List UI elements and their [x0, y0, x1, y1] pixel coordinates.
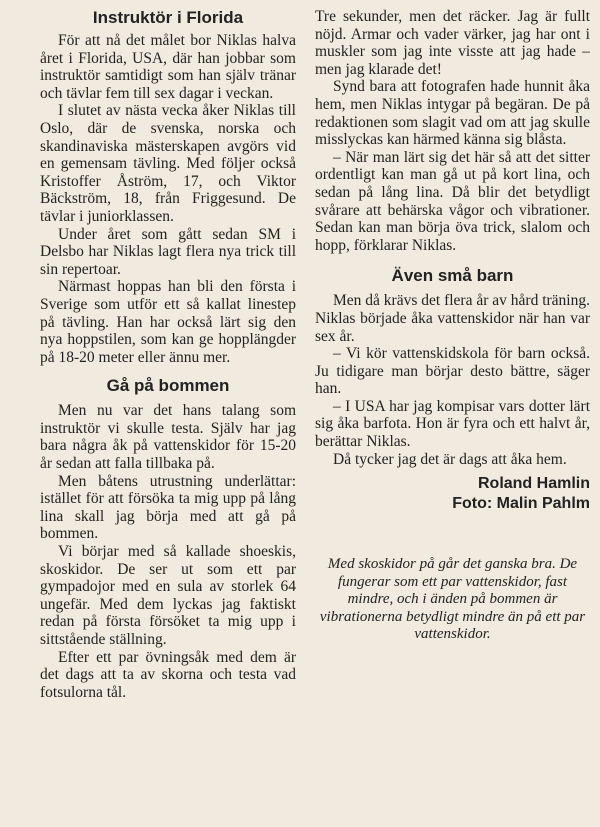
- paragraph: – Vi kör vattenskidskola för barn också. Ju tidigare man börjar desto bättre, säger han.: [315, 345, 590, 398]
- paragraph: – I USA har jag kompisar vars dotter lärt sig åka barfota. Hon är fyra och ett halvt år, berättar Niklas.: [315, 397, 590, 451]
- heading-aven-sma-barn: Även små barn: [391, 266, 514, 286]
- photo-caption: Med skoskidor på går det ganska bra. De fungerar som ett par vattenskidor, fast mindre, och i änden på bommen är vibrationerna betydligt mindre än på ett par vattenskidor.: [319, 556, 586, 643]
- byline-author: Roland Hamlin: [477, 475, 590, 493]
- left-column: [40, 0, 296, 701]
- paragraph: Men då krävs det flera år av hård träning. Niklas började åka vattenskidor när han var sex år.: [315, 292, 590, 345]
- paragraph: Vi börjar med så kallade shoeskis, skoskidor. De ser ut som ett par gympadojor med en sula av storlek 64 ungefär. Med dem lyckas jag faktiskt redan på första försöket ta mig upp i sittstående ställning.: [40, 543, 296, 648]
- paragraph: Efter ett par övningsåk med dem är det dags att ta av skorna och testa vad fotsulorna tål.: [40, 648, 296, 701]
- heading-instruktor-i-florida: Instruktör i Florida: [92, 8, 244, 27]
- paragraph: I slutet av nästa vecka åker Niklas till Oslo, där de svenska, norska och skandinaviska mästerskapen avgörs vid en gemensam tävling. Med följer också Kristoffer Åström, 17, och Viktor Bäckström, 18, från Friggesund. De tävlar i juniorklassen.: [40, 102, 296, 225]
- paragraph: Under året som gått sedan SM i Delsbo har Niklas lagt flera nya trick till sin repertoar.: [40, 225, 296, 278]
- heading-ga-pa-bommen: Gå på bommen: [106, 376, 230, 396]
- paragraph: Synd bara att fotografen hade hunnit åka hem, men Niklas intygar på begäran. De på redaktionen som slagit vad om att jag skulle misslyckas kan härmed känna sig blåsta.: [315, 78, 590, 149]
- paragraph: Närmast hoppas han bli den första i Sverige som utför ett så kallat linestep på tävling. Han har också lärt sig den nya hoppstilen, som kan ge hopplängder på 18-20 meter eller ännu mer.: [40, 278, 296, 366]
- paragraph: Då tycker jag det är dags att åka hem.: [333, 450, 567, 468]
- byline-photographer: Foto: Malin Pahlm: [452, 495, 590, 513]
- right-column: [315, 0, 590, 644]
- paragraph: Men båtens utrustning underlättar: istället för att försöka ta mig upp på lång lina skall jag börja med att gå på bommen.: [40, 472, 296, 543]
- paragraph: För att nå det målet bor Niklas halva året i Florida, USA, där han jobbar som instruktör samtidigt som han själv tränar och tävlar fem till sex dagar i veckan.: [40, 32, 296, 102]
- paragraph: – När man lärt sig det här så att det sitter ordentligt kan man gå ut på kort lina, och sedan på lång lina. Då blir det betydligt svårare att behärska vågor och vibrationer. Sedan kan man börja öva trick, slalom och hopp, förklarar Niklas.: [315, 148, 590, 254]
- paragraph: Tre sekunder, men det räcker. Jag är fullt nöjd. Armar och vader värker, jag har ont i muskler som jag inte visste att jag hade – men jag klarade det!: [315, 8, 590, 78]
- paragraph: Men nu var det hans talang som instruktör vi skulle testa. Själv har jag bara några åk på vattenskidor för 15-20 år sedan att falla tillbaka på.: [40, 402, 296, 473]
